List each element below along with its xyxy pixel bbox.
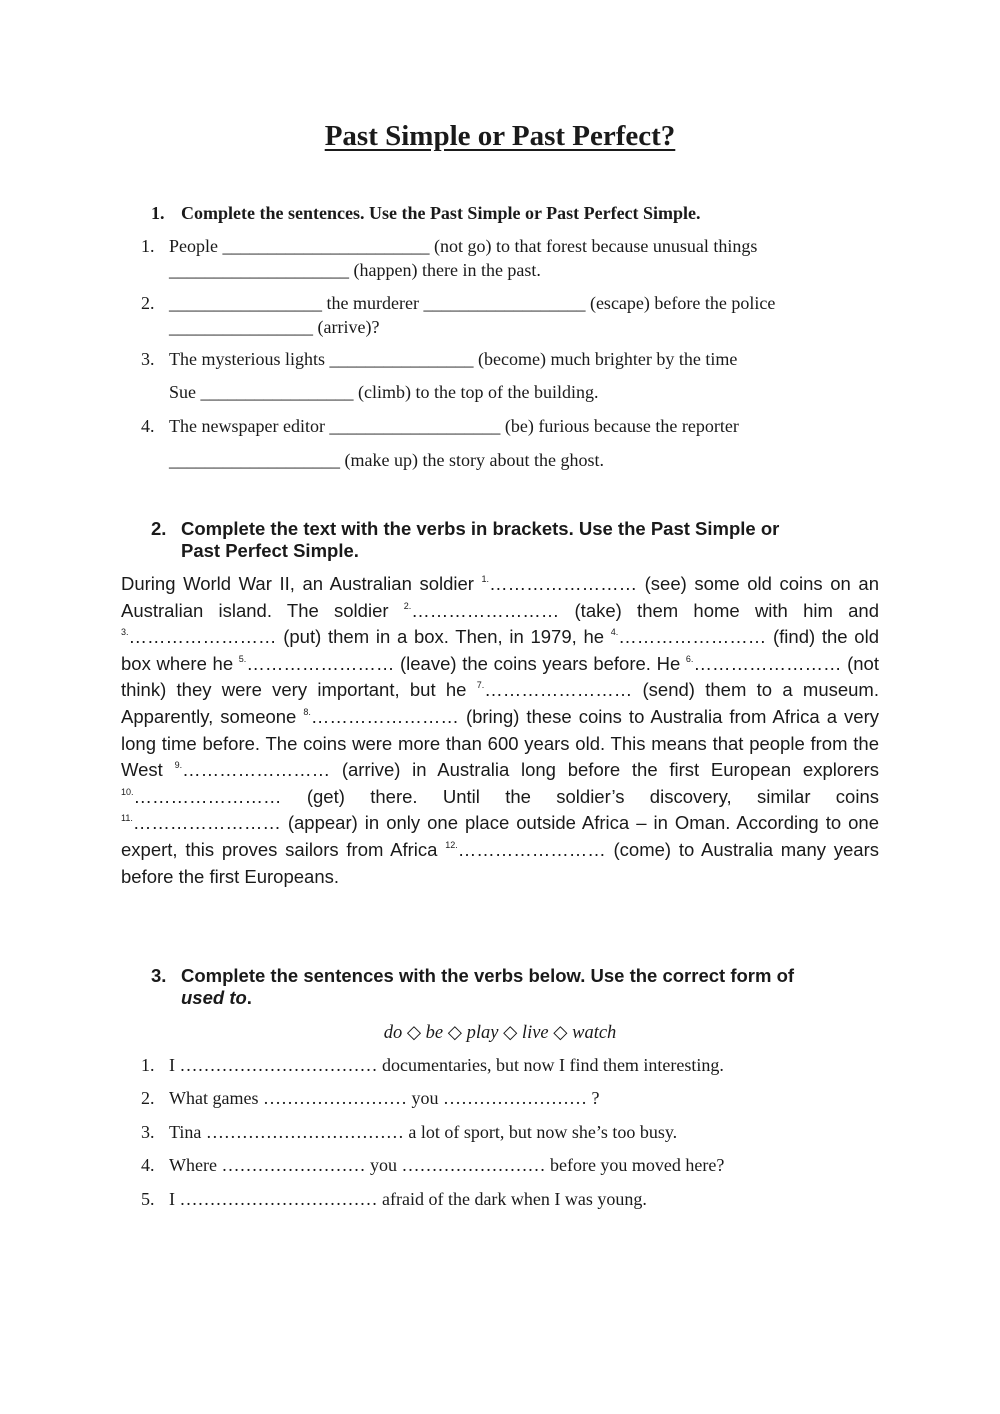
item-number: 4. (141, 416, 155, 436)
gap-blank[interactable]: …………………… (246, 652, 395, 674)
gap-number: 10. (121, 786, 134, 797)
item-line: Where …………………… you …………………… before you moved here? (169, 1155, 725, 1175)
item-number: 5. (141, 1189, 155, 1209)
item-line: The mysterious lights ________________ (become) much brighter by the time (169, 349, 738, 369)
gap-blank[interactable]: …………………… (128, 626, 277, 648)
item-number: 3. (141, 349, 155, 369)
item-line: The newspaper editor ___________________ (be) furious because the reporter (169, 416, 739, 436)
gap-number: 11. (121, 813, 133, 824)
page-title: Past Simple or Past Perfect? (324, 120, 676, 152)
item-number: 4. (141, 1155, 155, 1175)
gap-number: 5. (238, 653, 247, 664)
gap-number: 7. (476, 680, 485, 691)
item-number: 1. (141, 236, 155, 256)
gap-blank[interactable]: …………………… (484, 679, 633, 701)
section-instruction: Complete the sentences with the verbs below. Use the correct form of (181, 965, 795, 986)
item-number: 2. (141, 1088, 155, 1108)
section-number: 1. (151, 203, 165, 223)
section-instruction: Complete the sentences. Use the Past Simple or Past Perfect Simple. (181, 203, 701, 223)
gap-blank[interactable]: …………………… (133, 785, 282, 807)
section-instruction-line2: used to. (181, 987, 252, 1008)
gap-number: 6. (685, 653, 694, 664)
cloze-text (121, 571, 879, 890)
item-line: Tina …………………………… a lot of sport, but now she’s too busy. (169, 1122, 678, 1142)
gap-number: 3. (121, 627, 129, 638)
gap-number: 12. (445, 839, 458, 850)
section-number: 2. (151, 518, 167, 539)
item-line: ____________________ (happen) there in the past. (169, 260, 541, 280)
gap-blank[interactable]: …………………… (457, 838, 606, 860)
item-line: _________________ the murderer __________________ (escape) before the police (169, 293, 776, 313)
item-line: ___________________ (make up) the story about the ghost. (169, 450, 604, 470)
item-line: What games …………………… you …………………… ? (169, 1088, 600, 1108)
cloze-paragraph: During World War II, an Australian soldier $^{1.}$…………………… (see) some old coins on an Australian island. The soldier $^{2.}$…………………… (take) them home with him and $^{3.}$…………………… (put) them in a box. Then, in 1979, he $^{4.}$…………………… (find) the old box where he $^{5.}$…………………… (leave) the coins years before. He $^{6.}$…………………… (not think) they were very important, but he $^{7.}$…………………… (send) them to a museum. Apparently, someone $^{8.}$…………………… (bring) these coins to Australia from Africa a very long time before. The coins were more than 600 years old. This means that people from the West $^{9.}$…………………… (arrive) in Australia long before the first European explorers $^{10.}$…………………… (get) there. Until the soldier’s discovery, similar coins $^{11.}$…………………… (appear) in only one place outside Africa – in Oman. According to one expert, this proves sailors from Africa $^{12.}$…………………… (come) to Australia many years before the first Europeans. (121, 573, 880, 887)
section-instruction: Past Perfect Simple. (181, 540, 359, 561)
used-to-phrase: used to (181, 987, 247, 1008)
gap-blank[interactable]: …………………… (693, 652, 842, 674)
item-line: Sue _________________ (climb) to the top of the building. (169, 382, 599, 402)
verb-list: do ◇ be ◇ play ◇ live ◇ watch (383, 1023, 617, 1043)
gap-blank[interactable]: …………………… (618, 626, 767, 648)
gap-blank[interactable]: …………………… (132, 812, 281, 834)
gap-blank[interactable]: …………………… (411, 599, 560, 621)
gap-number: 1. (481, 574, 490, 584)
item-number: 1. (141, 1055, 155, 1075)
gap-blank[interactable]: …………………… (310, 705, 459, 727)
gap-blank[interactable]: …………………… (489, 573, 638, 594)
gap-blank[interactable]: …………………… (182, 759, 331, 781)
item-number: 3. (141, 1122, 155, 1142)
gap-number: 9. (174, 760, 183, 771)
section-instruction: Complete the text with the verbs in brackets. Use the Past Simple or (181, 518, 780, 539)
gap-number: 8. (303, 706, 311, 717)
item-line: I …………………………… afraid of the dark when I was young. (169, 1189, 647, 1209)
item-line: People _______________________ (not go) to that forest because unusual things (169, 236, 758, 256)
gap-number: 2. (403, 600, 412, 611)
item-line: ________________ (arrive)? (169, 317, 380, 337)
item-number: 2. (141, 293, 155, 313)
item-line: I …………………………… documentaries, but now I find them interesting. (169, 1055, 724, 1075)
gap-number: 4. (610, 627, 619, 638)
section-number: 3. (151, 965, 167, 986)
